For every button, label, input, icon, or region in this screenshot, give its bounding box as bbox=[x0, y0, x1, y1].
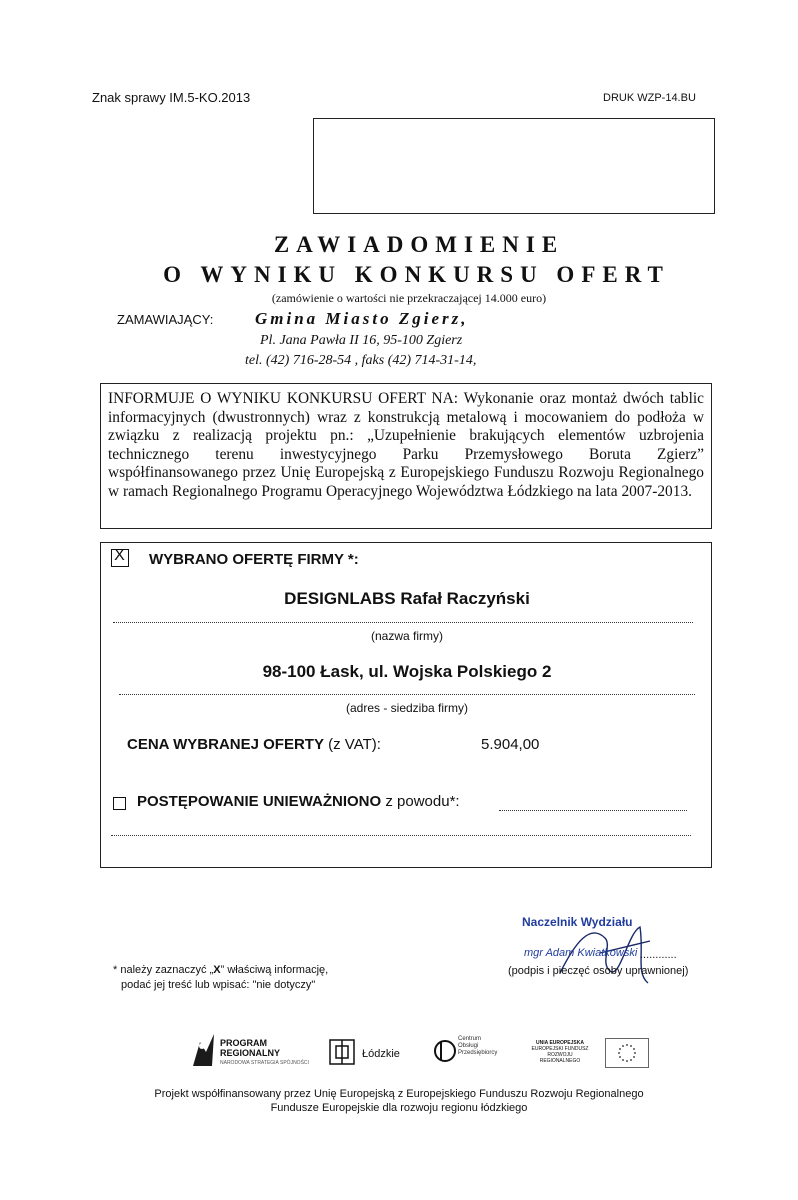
eu-flag-icon bbox=[605, 1038, 649, 1068]
footnote-line-2: podać jej treść lub wpisać: "nie dotyczy" bbox=[121, 979, 316, 991]
stamp-box bbox=[313, 118, 715, 214]
form-code: DRUK WZP-14.BU bbox=[603, 92, 696, 104]
price-label-bold: CENA WYBRANEJ OFERTY bbox=[127, 736, 324, 753]
eu-text bbox=[528, 1040, 592, 1064]
buyer-address: Pl. Jana Pawła II 16, 95-100 Zgierz bbox=[260, 333, 463, 348]
price-label bbox=[127, 736, 381, 753]
firm-name-caption: (nazwa firmy) bbox=[370, 629, 443, 643]
footnote-text-b: ” właściwą informację, bbox=[220, 964, 329, 976]
program-text-line-1: PROGRAM bbox=[220, 1038, 267, 1048]
footnote-text-a: * należy zaznaczyć „ bbox=[113, 964, 214, 976]
project-footer-line-1: Projekt współfinansowany przez Unię Europejską z Europejskiego Funduszu Rozwoju Regionalnego bbox=[154, 1088, 644, 1100]
centrum-obslugi-logo bbox=[434, 1036, 456, 1066]
footnote-line-1 bbox=[113, 963, 328, 978]
eu-line-3: ROZWOJU REGIONALNEGO bbox=[539, 1052, 581, 1064]
price-label-rest: (z VAT): bbox=[323, 736, 381, 753]
cancelled-label bbox=[137, 793, 460, 810]
buyer-contact: tel. (42) 716-28-54 , faks (42) 714-31-14, bbox=[245, 353, 477, 368]
price-value: 5.904,00 bbox=[481, 736, 540, 753]
cancel-reason-line bbox=[499, 810, 687, 811]
centrum-line-1: Centrum bbox=[458, 1036, 482, 1042]
signature-dots: ............ bbox=[640, 949, 677, 961]
lodzkie-text: Łódzkie bbox=[362, 1048, 400, 1060]
firm-address: 98-100 Łask, ul. Wojska Polskiego 2 bbox=[262, 662, 552, 681]
buyer-label: ZAMAWIAJĄCY: bbox=[117, 312, 214, 327]
checkbox-mark: X bbox=[114, 547, 125, 564]
firm-name-line bbox=[113, 622, 693, 623]
info-box bbox=[100, 383, 712, 529]
result-box bbox=[100, 542, 712, 868]
document-title: ZAWIADOMIENIE bbox=[273, 232, 565, 257]
program-regionalny-subtitle: NARODOWA STRATEGIA SPÓJNOŚCI bbox=[220, 1060, 309, 1066]
signature-caption: (podpis i pieczęć osoby uprawnionej) bbox=[508, 965, 689, 977]
firm-name: DESIGNLABS Rafał Raczyński bbox=[284, 589, 530, 608]
signature-name: mgr Adam Kwiatkowski bbox=[524, 947, 638, 959]
document-title-line-2: O WYNIKU KONKURSU OFERT bbox=[163, 262, 670, 287]
centrum-line-3: Przedsiębiorcy bbox=[458, 1050, 498, 1056]
buyer-name: Gmina Miasto Zgierz, bbox=[255, 309, 469, 328]
centrum-obslugi-text bbox=[458, 1036, 497, 1057]
cancelled-checkbox[interactable] bbox=[113, 797, 126, 810]
program-text-line-2: REGIONALNY bbox=[220, 1048, 281, 1058]
footnote-x: X bbox=[213, 964, 221, 976]
cancelled-label-bold: POSTĘPOWANIE UNIEWAŻNIONO bbox=[137, 793, 382, 810]
signature-title: Naczelnik Wydziału bbox=[522, 915, 633, 929]
firm-address-caption: (adres - siedziba firmy) bbox=[345, 701, 469, 715]
program-regionalny-text bbox=[220, 1038, 280, 1058]
selected-offer-checkbox[interactable] bbox=[111, 549, 129, 567]
footnote bbox=[113, 963, 328, 993]
funding-logos bbox=[190, 1032, 650, 1078]
cancelled-label-rest: z powodu*: bbox=[381, 793, 460, 810]
program-regionalny-logo bbox=[190, 1032, 216, 1068]
selected-offer-label: WYBRANO OFERTĘ FIRMY *: bbox=[149, 551, 359, 568]
document-subtitle: (zamówienie o wartości nie przekraczającej 14.000 euro) bbox=[271, 291, 547, 305]
lodzkie-logo bbox=[328, 1038, 356, 1066]
cancel-reason-line-2 bbox=[111, 835, 691, 836]
eu-line-2: EUROPEJSKI FUNDUSZ bbox=[531, 1046, 589, 1052]
project-footer-line-2: Fundusze Europejskie dla rozwoju regionu łódzkiego bbox=[270, 1102, 528, 1114]
case-number: Znak sprawy IM.5-KO.2013 bbox=[92, 90, 251, 105]
signature-stamp bbox=[490, 905, 720, 990]
centrum-line-2: Obsługi bbox=[458, 1043, 479, 1049]
info-text: INFORMUJE O WYNIKU KONKURSU OFERT NA: Wykonanie oraz montaż dwóch tablic informacyjnych (dwustronnych) wraz z konstrukcją metalową i mocowaniem do podłoża w związku z realizacją projektu pn.: „Uzupełnienie brakujących elementów uzbrojenia technicznego terenu inwestycyjnego Parku Przemysłowego Boruta Zgierz” współfinansowanego przez Unię Europejską z Europejskiego Funduszu Rozwoju Regionalnego w ramach Regionalnego Programu Operacyjnego Województwa Łódzkiego na lata 2007-2013. bbox=[108, 390, 704, 500]
eu-line-1: UNIA EUROPEJSKA bbox=[536, 1040, 584, 1046]
firm-address-line bbox=[119, 694, 695, 695]
